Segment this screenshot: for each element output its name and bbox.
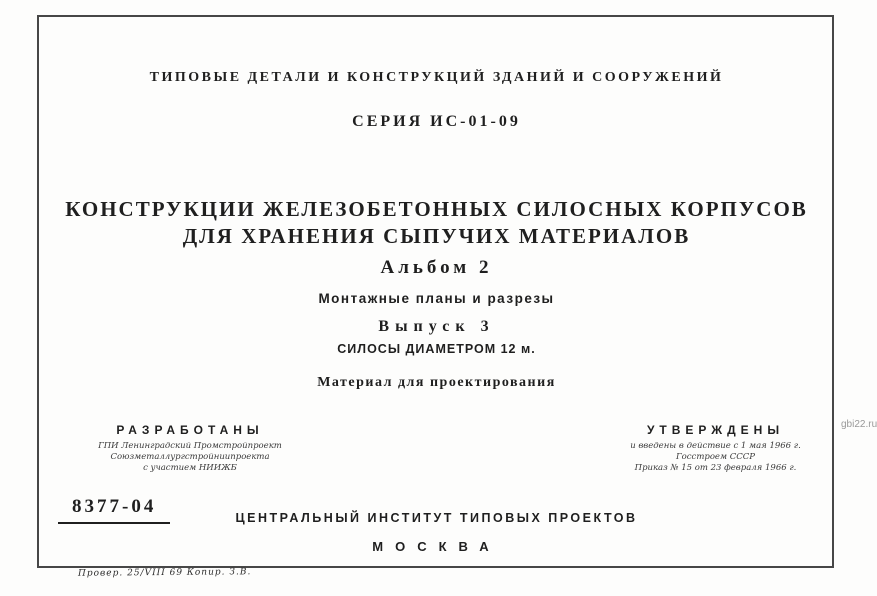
document-title-line1: КОНСТРУКЦИИ ЖЕЛЕЗОБЕТОННЫХ СИЛОСНЫХ КОРПУСОВ	[65, 197, 808, 221]
document-number: 8377-04	[58, 496, 170, 524]
developed-line: ГПИ Ленинградский Промстройпроект	[98, 441, 282, 451]
album-label: Альбом 2	[380, 257, 493, 278]
developed-line: Союзметаллургстройниипроекта	[110, 452, 270, 462]
developed-heading: РАЗРАБОТАНЫ	[116, 423, 264, 437]
issue-label: Выпуск 3	[378, 318, 495, 335]
series-number: СЕРИЯ ИС-01-09	[352, 113, 521, 130]
developed-line: с участием НИИЖБ	[143, 463, 237, 473]
document-title-line2: ДЛЯ ХРАНЕНИЯ СЫПУЧИХ МАТЕРИАЛОВ	[182, 224, 691, 248]
series-header: ТИПОВЫЕ ДЕТАЛИ И КОНСТРУКЦИЙ ЗДАНИЙ И СООРУЖЕНИЙ	[149, 70, 724, 85]
approved-by-block	[588, 423, 843, 474]
publisher-city: МОСКВА	[372, 539, 501, 554]
site-watermark: gbi22.ru	[841, 419, 877, 430]
approved-line: Госстроем СССР	[676, 452, 755, 462]
album-subtitle: Монтажные планы и разрезы	[318, 291, 555, 306]
approved-heading: УТВЕРЖДЕНЫ	[646, 423, 785, 437]
purpose-line: Материал для проектирования	[317, 375, 556, 390]
issue-subtitle: СИЛОСЫ ДИАМЕТРОМ 12 м.	[337, 342, 536, 356]
approved-line: и введены в действие с 1 мая 1966 г.	[630, 441, 801, 451]
approved-line: Приказ № 15 от 23 февраля 1966 г.	[634, 463, 797, 473]
document-title	[37, 196, 836, 250]
handwritten-annotation: Провер. 25/VIII 69 Копир. З.В.	[77, 567, 252, 579]
publisher-institute: ЦЕНТРАЛЬНЫЙ ИНСТИТУТ ТИПОВЫХ ПРОЕКТОВ	[235, 511, 638, 525]
developed-by-block	[60, 423, 320, 474]
